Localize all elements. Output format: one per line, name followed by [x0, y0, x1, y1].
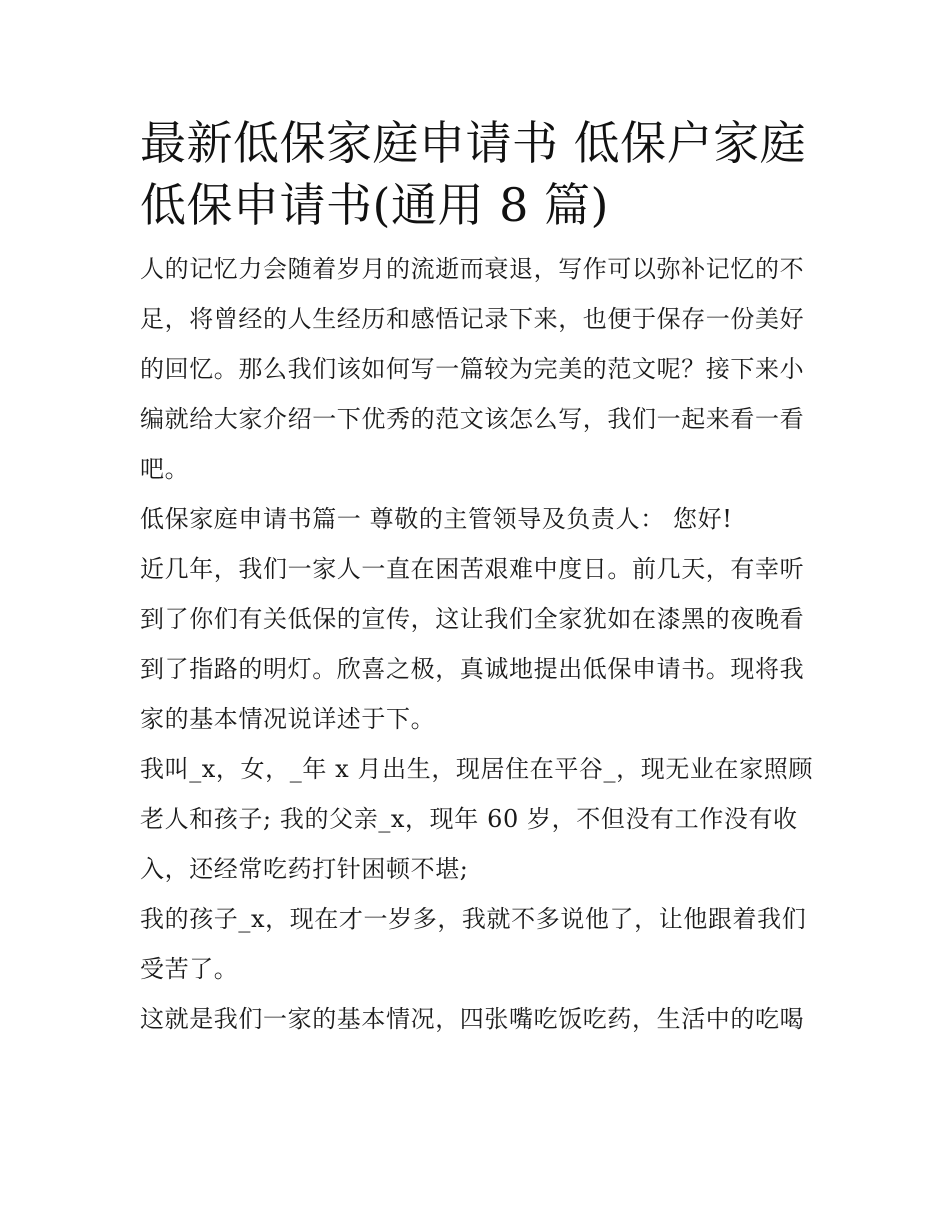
letter-heading-paragraph: 低保家庭申请书篇一 尊敬的主管领导及负责人： 您好!: [140, 505, 733, 533]
document-page: [140, 112, 816, 1044]
body-paragraph: 我叫_x，女，_年 x 月出生，现居住在平谷_，现无业在家照顾老人和孩子; 我的父亲_x，现年 60 岁，不但没有工作没有收入，还经常吃药打针困顿不堪;: [140, 755, 813, 883]
body-paragraph: 我的孩子_x，现在才一岁多，我就不多说他了，让他跟着我们受苦了。: [140, 905, 807, 983]
intro-paragraph: 人的记忆力会随着岁月的流逝而衰退，写作可以弥补记忆的不足，将曾经的人生经历和感悟记录下来，也便于保存一份美好的回忆。那么我们该如何写一篇较为完美的范文呢？接下来小编就给大家介绍一下优秀的范文该怎么写，我们一起来看一看吧。: [140, 255, 805, 483]
body-paragraph: 近几年，我们一家人一直在困苦艰难中度日。前几天，有幸听到了你们有关低保的宣传，这让我们全家犹如在漆黑的夜晚看到了指路的明灯。欣喜之极，真诚地提出低保申请书。现将我家的基本情况说详述于下。: [140, 555, 805, 733]
document-title: 最新低保家庭申请书 低保户家庭低保申请书(通用 8 篇): [140, 116, 807, 232]
body-paragraph: 这就是我们一家的基本情况，四张嘴吃饭吃药，生活中的吃喝: [140, 1005, 805, 1033]
